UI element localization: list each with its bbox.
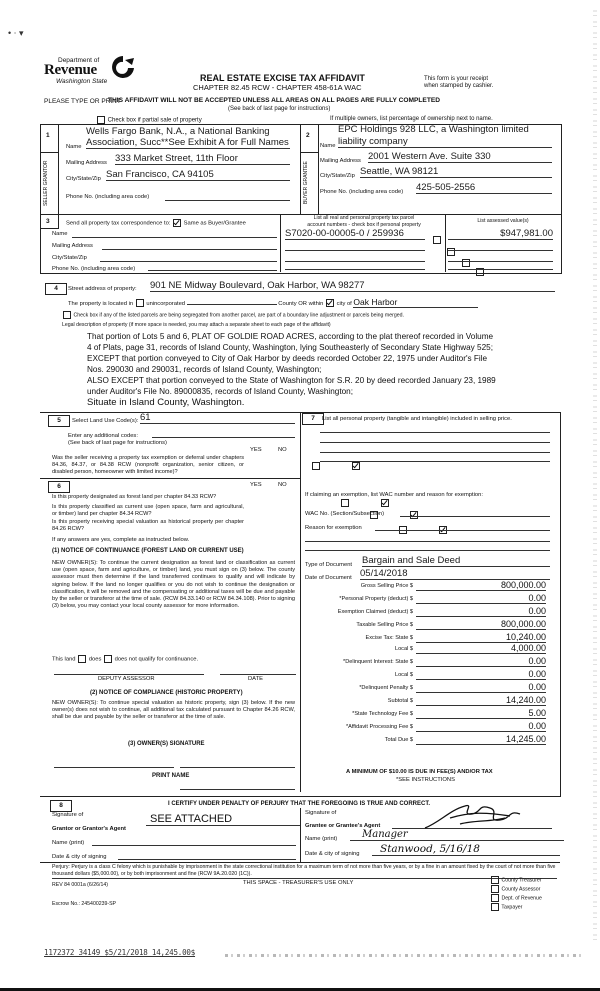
receipt-note bbox=[424, 76, 493, 90]
copy-distribution bbox=[490, 876, 542, 912]
divider bbox=[40, 862, 560, 863]
section-2-number: 2 bbox=[306, 132, 310, 139]
correspondence-label: Send all property tax correspondence to: bbox=[66, 220, 171, 227]
owner-signature-line[interactable] bbox=[54, 767, 174, 768]
parcel-number-4[interactable] bbox=[285, 262, 425, 270]
forest-yes-checkbox[interactable] bbox=[341, 499, 349, 507]
logo-state: Washington State bbox=[56, 78, 108, 85]
receipt-note-line1: This form is your receipt bbox=[424, 76, 489, 82]
current-use-question: Is this property classified as current use (open space, farm and agricultural, or timber) land per chapter 84.34 RCW? bbox=[52, 504, 244, 518]
form-subtitle: CHAPTER 82.45 RCW - CHAPTER 458-61A WAC bbox=[193, 83, 362, 92]
corr-city-field[interactable] bbox=[100, 253, 277, 262]
seller-city-label: City/State/Zip bbox=[66, 176, 101, 182]
amount-label: *Affidavit Processing Fee $ bbox=[345, 724, 413, 730]
if-yes-note: If any answers are yes, complete as instructed below. bbox=[52, 537, 190, 543]
this-land-label: This land bbox=[52, 656, 76, 663]
does-label: does bbox=[88, 656, 102, 663]
land-use-code-label: Select Land Use Code(s): bbox=[72, 418, 139, 424]
perjury-statement: Perjury: Perjury is a class C felony which is punishable by imprisonment in the state correctional institution for a maximum term of not more than five years, or by a fine in an amount fixed by the court of not more than five thousand dollars ($5,000.00), or by both imprisonment and fine (RCW 9A.20.020 (1C)). bbox=[52, 864, 556, 877]
amount-row-affidavit-fee bbox=[320, 721, 555, 732]
corr-city-label: City/State/Zip bbox=[52, 255, 87, 261]
grantee-name-print-label: Name (print) bbox=[305, 836, 338, 842]
amount-label: Gross Selling Price $ bbox=[360, 583, 413, 589]
receipt-stamp: 1172372 34149 $5/21/2018 14,245.00$ bbox=[44, 948, 196, 957]
amount-row-personal-property bbox=[320, 593, 555, 604]
copy-label: Dept. of Revenue bbox=[501, 895, 542, 902]
wac-field[interactable] bbox=[400, 509, 550, 517]
amount-label: Exemption Claimed (deduct) $ bbox=[337, 609, 413, 615]
receipt-note-line2: when stamped by cashier. bbox=[424, 83, 494, 89]
seller-name-field[interactable]: Association, Succ**See Exhibit A for Full Names bbox=[86, 137, 289, 148]
copy-label: County Assessor bbox=[501, 886, 541, 893]
section-1-number: 1 bbox=[46, 132, 50, 139]
grantee-name-print-field[interactable]: Manager bbox=[350, 829, 564, 841]
street-label: Street address of property: bbox=[68, 286, 137, 292]
legal-line: under Auditor's File No. 89000835, records of Island County, Washington; bbox=[87, 387, 353, 396]
corr-phone-label: Phone No. (including area code) bbox=[52, 266, 136, 272]
legal-line: EXCEPT that portion conveyed to City of Oak Harbor by deeds recorded October 22, 1975 under Auditor's File bbox=[87, 354, 488, 363]
owner-signature-line-2[interactable] bbox=[180, 767, 295, 768]
copy-taxpayer[interactable] bbox=[490, 903, 542, 912]
stamp-noise-strip bbox=[225, 954, 585, 957]
amount-value[interactable]: 14,240.00 bbox=[416, 695, 546, 706]
personal-property-label: List all personal property (tangible and intangible) included in selling price. bbox=[322, 416, 512, 422]
grantor-signature-field[interactable]: SEE ATTACHED bbox=[146, 813, 300, 826]
amount-label: Subtotal $ bbox=[387, 698, 413, 704]
unincorporated-checkbox[interactable] bbox=[136, 299, 144, 307]
form-title: REAL ESTATE EXCISE TAX AFFIDAVIT bbox=[200, 73, 365, 83]
corr-name-label: Name bbox=[52, 231, 68, 237]
assessed-value-3[interactable] bbox=[448, 251, 553, 262]
continuance-row bbox=[52, 655, 198, 663]
reason-label: Reason for exemption bbox=[305, 525, 362, 531]
amount-label: *Delinquent Penalty $ bbox=[359, 685, 413, 691]
does-not-label: does not qualify for continuance. bbox=[114, 656, 199, 663]
section-7-number: 7 bbox=[302, 413, 324, 425]
amount-row-delinquent-interest-state bbox=[320, 656, 555, 667]
located-label: The property is located in bbox=[68, 301, 134, 307]
amount-row-exemption bbox=[320, 606, 555, 617]
grantee-sig-label-2: Grantee or Grantee's Agent bbox=[305, 823, 381, 829]
personal-property-line-2[interactable] bbox=[320, 436, 550, 443]
doc-type-label: Type of Document bbox=[305, 562, 353, 568]
buyer-name-label: Name bbox=[320, 143, 336, 149]
amount-row-taxable bbox=[320, 619, 555, 630]
seller-city-field[interactable]: San Francisco, CA 94105 bbox=[106, 169, 290, 181]
no-header: NO bbox=[278, 447, 287, 453]
copy-dept-revenue[interactable] bbox=[490, 894, 542, 903]
amount-label: Local $ bbox=[394, 646, 413, 652]
additional-codes-note: (See back of last page for instructions) bbox=[68, 440, 167, 446]
seller-mailing-label: Mailing Address bbox=[66, 160, 107, 166]
grantor-sig-label-2: Grantor or Grantor's Agent bbox=[52, 826, 126, 832]
street-field[interactable]: 901 NE Midway Boulevard, Oak Harbor, WA 98277 bbox=[150, 280, 555, 292]
amount-value[interactable]: 0.00 bbox=[416, 593, 546, 604]
parcel-header-line2: account numbers - check box if personal property bbox=[307, 221, 421, 228]
amount-value[interactable]: 14,245.00 bbox=[416, 734, 546, 745]
buyer-city-label: City/State/Zip bbox=[320, 173, 355, 179]
please-type: PLEASE TYPE OR PRINT bbox=[44, 98, 121, 105]
personal-property-checkbox-1[interactable] bbox=[433, 236, 441, 244]
form-revision: REV 84 0001a (6/26/14) bbox=[52, 882, 108, 888]
amount-value[interactable]: 0.00 bbox=[416, 682, 546, 693]
certify-statement: I CERTIFY UNDER PENALTY OF PERJURY THAT THE FOREGOING IS TRUE AND CORRECT. bbox=[168, 801, 431, 807]
reason-field-3[interactable] bbox=[305, 546, 550, 551]
dor-emblem-icon bbox=[110, 54, 136, 80]
corr-mailing-label: Mailing Address bbox=[52, 243, 93, 249]
within-city-checkbox[interactable] bbox=[326, 299, 334, 307]
checkbox-icon[interactable] bbox=[491, 885, 499, 893]
escrow-number: Escrow No.: 245400239-SP bbox=[52, 901, 117, 907]
exemption-yes-checkbox[interactable] bbox=[312, 462, 320, 470]
yes-header: YES bbox=[250, 447, 262, 453]
legal-line: Nos. 290030 and 290031, records of Island County, Washington; bbox=[87, 365, 322, 374]
city-of-field[interactable]: Oak Harbor bbox=[353, 297, 478, 308]
amount-label: Excise Tax: State $ bbox=[365, 635, 413, 641]
buyer-phone-field[interactable]: 425-505-2556 bbox=[416, 182, 552, 194]
land-use-code-field[interactable]: 61 bbox=[140, 412, 295, 424]
additional-codes-field[interactable] bbox=[152, 430, 295, 438]
county-field[interactable] bbox=[187, 298, 277, 305]
buyer-name-field[interactable]: liability company bbox=[338, 136, 552, 148]
city-of-label: city of bbox=[336, 301, 352, 307]
grantee-sig-label-1: Signature of bbox=[305, 810, 337, 816]
section-4-number: 4 bbox=[45, 283, 67, 295]
wac-label: WAC No. (Section/Subsection) bbox=[305, 511, 385, 517]
notice2-title: (2) NOTICE OF COMPLIANCE (HISTORIC PROPERTY) bbox=[90, 690, 243, 696]
warning-banner: THIS AFFIDAVIT WILL NOT BE ACCEPTED UNLESS ALL AREAS ON ALL PAGES ARE FULLY COMPLETED bbox=[108, 97, 441, 104]
correspondence-row bbox=[66, 219, 246, 227]
amount-value[interactable]: 0.00 bbox=[416, 721, 546, 732]
checkbox-icon[interactable] bbox=[97, 116, 105, 124]
grantee-date-city-label: Date & city of signing bbox=[305, 851, 360, 857]
segregated-checkbox[interactable] bbox=[63, 311, 71, 319]
parcel-header-line1: List all real and personal property tax parcel bbox=[313, 215, 415, 221]
section-5-number: 5 bbox=[48, 415, 70, 427]
parcel-number-2[interactable] bbox=[285, 240, 425, 251]
personal-property-line-1[interactable] bbox=[320, 426, 550, 433]
logo-dept-line: Department of bbox=[58, 57, 100, 64]
forest-land-question: Is this property designated as forest land per chapter 84.33 RCW? bbox=[52, 494, 217, 500]
divider bbox=[300, 412, 301, 792]
amount-row-subtotal bbox=[320, 695, 555, 706]
amount-label: *Delinquent Interest: State $ bbox=[343, 659, 413, 665]
divider bbox=[445, 214, 446, 272]
divider bbox=[40, 478, 300, 479]
historic-question: Is this property receiving special valuation as historical property per chapter 84.26 RCW? bbox=[52, 519, 244, 533]
exemption-no-checkbox[interactable] bbox=[352, 462, 360, 470]
section-6-number: 6 bbox=[48, 481, 70, 493]
personal-property-line-4[interactable] bbox=[320, 455, 550, 462]
amount-label: Taxable Selling Price $ bbox=[356, 622, 413, 628]
assessed-value-4[interactable] bbox=[448, 262, 553, 270]
exemption-claim-label: If claiming an exemption, list WAC number and reason for exemption: bbox=[305, 492, 483, 498]
doc-date-label: Date of Document bbox=[305, 575, 352, 581]
section-8-number: 8 bbox=[50, 800, 72, 812]
see-instructions: *SEE INSTRUCTIONS bbox=[396, 777, 455, 783]
print-name-label: PRINT NAME bbox=[152, 773, 190, 779]
multiple-owners-note: If multiple owners, list percentage of ownership next to name. bbox=[330, 116, 493, 122]
amount-label: *State Technology Fee $ bbox=[352, 711, 413, 717]
logo-revenue: Revenue bbox=[44, 62, 97, 78]
buyer-name-line1: EPC Holdings 928 LLC, a Washington limited bbox=[338, 124, 529, 135]
amount-value[interactable]: 10,240.00 bbox=[416, 632, 546, 643]
divider bbox=[40, 152, 58, 153]
corr-name-field[interactable] bbox=[72, 229, 277, 238]
minimum-note: A MINIMUM OF $10.00 IS DUE IN FEE(S) AND/OR TAX bbox=[346, 769, 493, 775]
amount-value[interactable]: 800,000.00 bbox=[416, 619, 546, 630]
amount-row-delinquent-interest-local bbox=[320, 669, 555, 680]
print-name-line-2[interactable] bbox=[180, 789, 295, 790]
seller-mailing-field[interactable]: 333 Market Street, 11th Floor bbox=[115, 153, 290, 165]
amount-row-excise-local bbox=[320, 643, 555, 654]
deputy-assessor-label: DEPUTY ASSESSOR bbox=[98, 676, 155, 682]
unincorporated-label: unincorporated bbox=[146, 301, 186, 307]
does-qualify-checkbox[interactable] bbox=[78, 655, 86, 663]
buyer-mailing-field[interactable]: 2001 Western Ave. Suite 330 bbox=[368, 151, 552, 163]
reason-field-2[interactable] bbox=[305, 535, 550, 542]
grantor-name-print-label: Name (print) bbox=[52, 840, 85, 846]
notice1-text: NEW OWNER(S): To continue the current designation as forest land or classification as current use (open space, farm and agriculture, or timber) land, you must sign on (3) below. The county assessor must then determine if the land transferred continues to qualify and will indicate by signing below. If the land no longer qualifies or you do not wish to continue the designation or classification, it will be removed and the compensating or additional taxes will be due and payable by the seller or transferor at the time of sale. (RCW 84.33.140 or RCW 84.34.108). Prior to signing (3) below, you may contact your local county assessor for more information. bbox=[52, 560, 295, 610]
amount-row-tech-fee bbox=[320, 708, 555, 719]
amount-value[interactable]: 800,000.00 bbox=[416, 580, 546, 591]
same-as-buyer-checkbox[interactable] bbox=[173, 219, 181, 227]
buyer-grantee-label: BUYER GRANTEE bbox=[303, 161, 309, 205]
instructions-note: (See back of last page for instructions) bbox=[228, 106, 331, 112]
amount-label: *Personal Property (deduct) $ bbox=[339, 596, 413, 602]
corr-phone-field[interactable] bbox=[148, 264, 277, 271]
deputy-assessor-signature-line[interactable] bbox=[54, 674, 204, 675]
buyer-mailing-label: Mailing Address bbox=[320, 158, 361, 164]
amount-value[interactable]: 0.00 bbox=[416, 606, 546, 617]
notice1-title: (1) NOTICE OF CONTINUANCE (FOREST LAND OR CURRENT USE) bbox=[52, 548, 244, 554]
exemption-question: Was the seller receiving a property tax exemption or deferral under chapters 84.36, 84.37, or 84.38 RCW (nonprofit organization, senior citizen, or disabled person, homeowner with limited income)? bbox=[52, 455, 244, 476]
reason-field[interactable] bbox=[375, 523, 550, 531]
seller-name-label: Name bbox=[66, 144, 82, 150]
county-or-within-label: County OR within bbox=[278, 301, 324, 307]
grantor-name-print-field[interactable] bbox=[92, 838, 296, 846]
parcel-header bbox=[284, 215, 444, 228]
segregated-label: Check box if any of the listed parcels are being segregated from another parcel, are part of a boundary line adjustment or parcels being merged. bbox=[73, 312, 404, 319]
grantor-date-city-field[interactable] bbox=[118, 852, 296, 860]
same-as-buyer-label: Same as Buyer/Grantee bbox=[183, 220, 246, 227]
section-3-number: 3 bbox=[46, 218, 50, 225]
divider bbox=[300, 808, 301, 862]
copy-label: County Treasurer bbox=[501, 877, 542, 884]
assessed-value-1[interactable]: $947,981.00 bbox=[448, 228, 553, 240]
amount-value[interactable]: 0.00 bbox=[416, 656, 546, 667]
legal-label: Legal description of property (if more space is needed, you may attach a separate sheet to each page of the affidavit) bbox=[62, 322, 331, 328]
checkbox-icon[interactable] bbox=[491, 876, 499, 884]
checkbox-icon[interactable] bbox=[491, 903, 499, 911]
partial-sale-checkbox[interactable] bbox=[96, 116, 202, 124]
amount-value[interactable]: 5.00 bbox=[416, 708, 546, 719]
grantor-sig-label-1: Signature of bbox=[52, 812, 84, 818]
buyer-city-field[interactable]: Seattle, WA 98121 bbox=[360, 166, 552, 178]
divider bbox=[52, 878, 557, 879]
seller-phone-field[interactable] bbox=[165, 190, 290, 201]
seller-grantor-label: SELLER GRANTOR bbox=[43, 160, 49, 206]
assessor-date-label: DATE bbox=[248, 676, 264, 682]
seller-name-line1: Wells Fargo Bank, N.A., a National Banking bbox=[86, 126, 270, 137]
amount-value[interactable]: 0.00 bbox=[416, 669, 546, 680]
copy-label: Taxpayer bbox=[501, 904, 523, 910]
segregated-row bbox=[62, 311, 404, 319]
amount-label: Total Due $ bbox=[384, 737, 413, 743]
dor-logo bbox=[44, 57, 144, 97]
owner-signature-title: (3) OWNER(S) SIGNATURE bbox=[128, 741, 205, 747]
legal-line: ALSO EXCEPT that portion conveyed to the State of Washington for S.R. 20 by deed recorded January 23, 1989 bbox=[87, 376, 496, 385]
assessed-header: List assessed value(s) bbox=[477, 218, 529, 224]
doc-type-field[interactable]: Bargain and Sale Deed bbox=[362, 555, 550, 567]
amount-row-total-due bbox=[320, 734, 555, 745]
forest-no-checkbox[interactable] bbox=[381, 499, 389, 507]
s6-no-header: NO bbox=[278, 482, 287, 488]
additional-codes-label: Enter any additional codes: bbox=[68, 433, 138, 439]
copy-county-assessor[interactable] bbox=[490, 885, 542, 894]
amount-row-excise-state bbox=[320, 632, 555, 643]
legal-description bbox=[87, 331, 496, 408]
copy-county-treasurer[interactable] bbox=[490, 876, 542, 885]
s6-yes-header: YES bbox=[250, 482, 262, 488]
doc-date-field[interactable]: 05/14/2018 bbox=[360, 568, 550, 580]
situate-line: Situate in Island County, Washington. bbox=[87, 397, 245, 408]
buyer-phone-label: Phone No. (including area code) bbox=[320, 189, 404, 195]
divider bbox=[280, 214, 281, 272]
amount-label: Local $ bbox=[394, 672, 413, 678]
amount-value[interactable]: 4,000.00 bbox=[416, 643, 546, 654]
checkbox-icon[interactable] bbox=[491, 894, 499, 902]
amount-row-gross bbox=[320, 580, 555, 591]
notice2-text: NEW OWNER(S): To continue special valuation as historic property, sign (3) below. If the new owner(s) does not wish to continue, all additional tax calculated pursuant to Chapter 84.26 RCW, shall be due and payable by the seller or transferor at the time of sale. bbox=[52, 700, 295, 721]
assessed-value-2[interactable] bbox=[448, 240, 553, 251]
partial-sale-label: Check box if partial sale of property bbox=[107, 117, 202, 124]
parcel-number-3[interactable] bbox=[285, 251, 425, 262]
corr-mailing-field[interactable] bbox=[102, 241, 277, 250]
treasurer-note: THIS SPACE - TREASURER'S USE ONLY bbox=[243, 880, 354, 886]
grantor-date-city-label: Date & city of signing bbox=[52, 854, 107, 860]
scan-mark: • ⋅ ▾ bbox=[8, 28, 24, 38]
divider bbox=[40, 796, 560, 797]
divider bbox=[300, 152, 318, 153]
amount-row-delinquent-penalty bbox=[320, 682, 555, 693]
does-not-qualify-checkbox[interactable] bbox=[104, 655, 112, 663]
grantee-date-city-field[interactable]: Stanwood, 5/16/18 bbox=[372, 843, 560, 856]
assessor-date-line[interactable] bbox=[220, 674, 296, 675]
legal-line: That portion of Lots 5 and 6, PLAT OF GOLDIE ROAD ACRES, according to the plat thereof recorded in Volume bbox=[87, 332, 494, 341]
legal-line: 4 of Plats, page 31, records of Island County, Washington, lying Southeasterly of Secondary State Highway 525; bbox=[87, 343, 493, 352]
personal-property-line-3[interactable] bbox=[320, 446, 550, 453]
scan-edge-noise bbox=[593, 10, 597, 940]
seller-phone-label: Phone No. (including area code) bbox=[66, 194, 150, 200]
parcel-number-1[interactable]: S7020-00-00005-0 / 259936 bbox=[285, 228, 425, 240]
location-row bbox=[68, 297, 478, 308]
